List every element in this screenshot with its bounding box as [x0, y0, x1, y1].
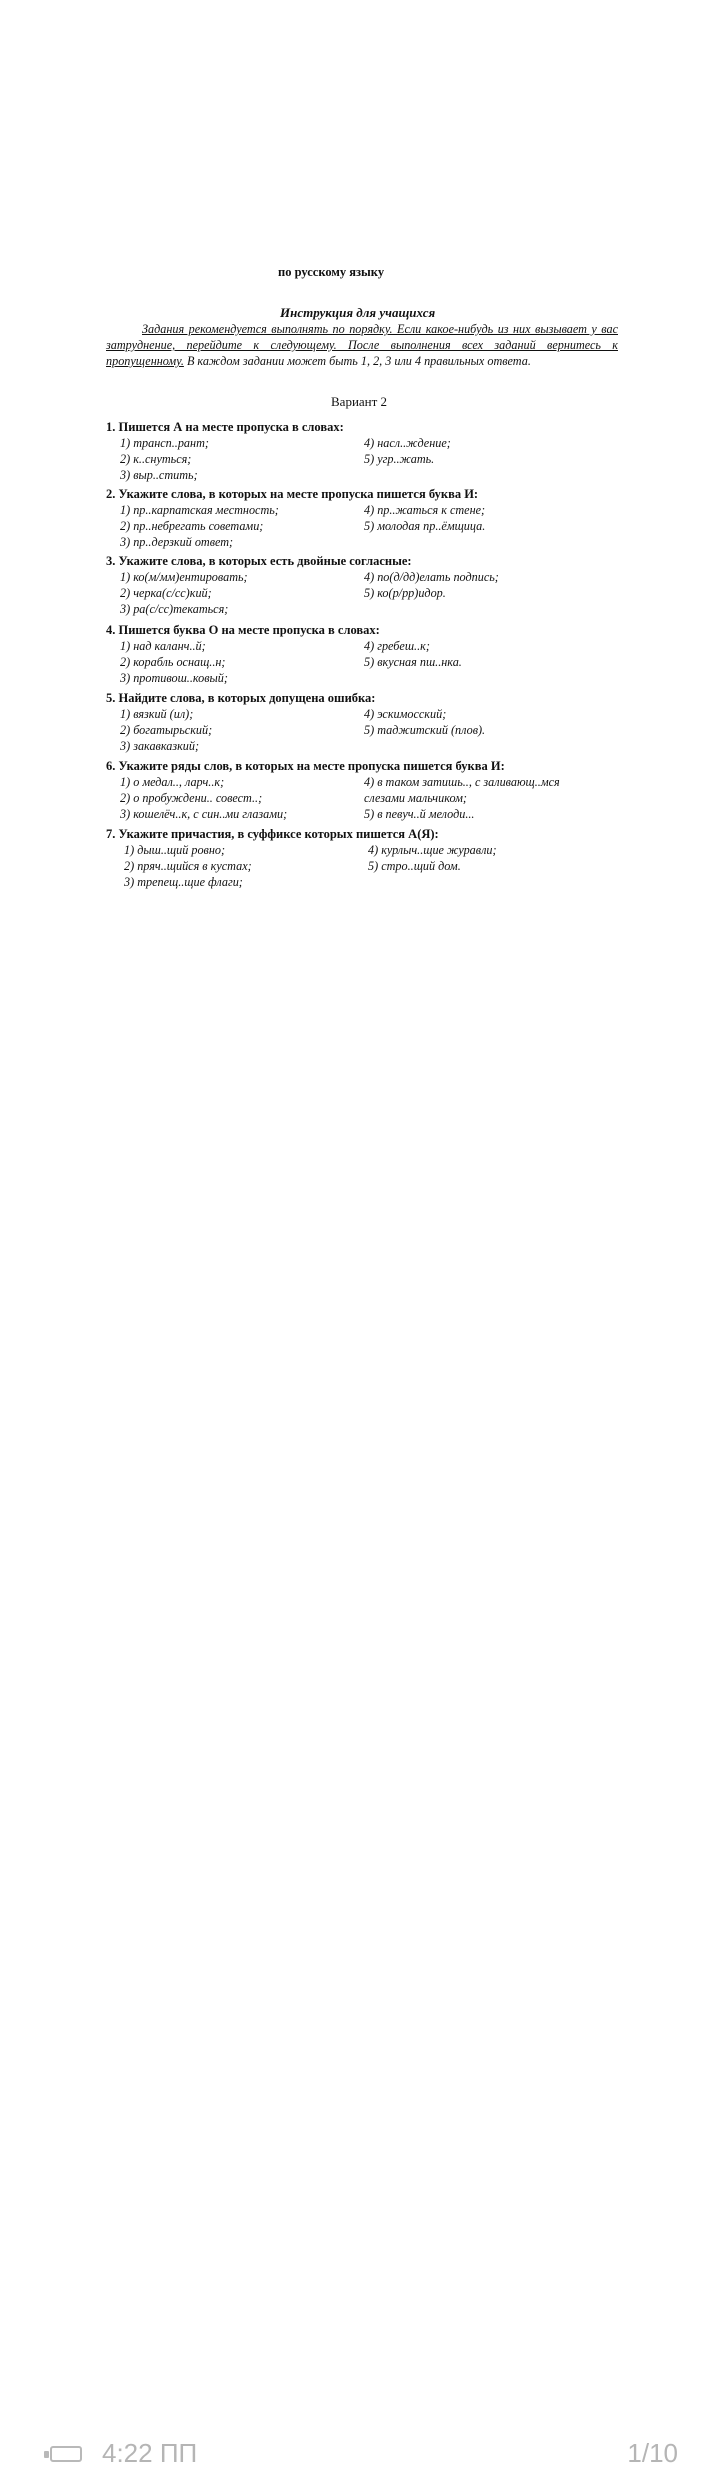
task-1: [106, 419, 626, 482]
task-option: 2) о пробуждени.. совест..;: [120, 791, 263, 805]
task-option: 4) гребеш..к;: [364, 639, 430, 653]
task-title: 4. Пишется буква О на месте пропуска в словах:: [106, 623, 380, 637]
task-option: 1) трансп..рант;: [120, 436, 209, 450]
task-option: 4) по(д/дд)елать подпись;: [364, 570, 499, 584]
task-2: [106, 486, 626, 549]
task-option: 1) ко(м/мм)ентировать;: [120, 570, 248, 584]
task-option: 4) эскимосский;: [364, 707, 447, 721]
task-option: 5) угр..жать.: [364, 452, 435, 466]
task-7: [106, 826, 626, 889]
task-option: 2) корабль оснащ..н;: [120, 655, 226, 669]
clock-time: 4:22 ПП: [102, 2438, 198, 2468]
task-option: 2) богатырьский;: [120, 723, 213, 737]
task-option: 2) пр..небрегать советами;: [120, 519, 264, 533]
task-option: 1) над каланч..й;: [120, 639, 206, 653]
task-6: [106, 758, 626, 821]
battery-icon: [44, 2446, 84, 2464]
task-option: слезами мальчиком;: [364, 791, 467, 805]
task-option: 5) таджитский (плов).: [364, 723, 486, 737]
task-option: 3) выр..стить;: [120, 468, 198, 482]
subject-heading: по русскому языку: [278, 265, 385, 279]
task-option: 5) в певуч..й мелоди...: [364, 807, 475, 821]
page-indicator: 1/10: [627, 2438, 678, 2468]
task-4: [106, 622, 626, 685]
task-3: [106, 553, 626, 616]
instructions-part1: Задания рекомендуется выполнять по порядку. Если какое-нибудь из них вызывает у вас затруднение, перейдите к следующему. После выполнения всех заданий вернитесь к пропущенному.: [106, 322, 618, 368]
task-option: 4) курлыч..щие журавли;: [368, 843, 497, 857]
task-option: 3) трепещ..щие флаги;: [124, 875, 243, 889]
task-option: 4) пр..жаться к стене;: [364, 503, 486, 517]
task-option: 1) пр..карпатская местность;: [120, 503, 279, 517]
task-option: 3) ра(с/сс)текаться;: [120, 602, 229, 616]
task-option: 3) закавказкий;: [120, 739, 200, 753]
reader-status-bar: [0, 1210, 720, 2468]
task-option: 4) в таком затишь.., с заливающ..мся: [364, 775, 560, 789]
task-option: 5) молодая пр..ёмщица.: [364, 519, 486, 533]
task-title: 5. Найдите слова, в которых допущена ошибка:: [106, 691, 376, 705]
task-option: 1) вязкий (ил);: [120, 707, 194, 721]
task-title: 1. Пишется А на месте пропуска в словах:: [106, 420, 344, 434]
task-option: 5) ко(р/рр)идор.: [364, 586, 446, 600]
task-option: 3) противош..ковый;: [120, 671, 228, 685]
task-5: [106, 690, 626, 753]
instructions-part2: В каждом задании может быть 1, 2, 3 или 4 правильных ответа.: [183, 354, 531, 368]
variant-label: Вариант 2: [331, 394, 388, 409]
task-option: 2) черка(с/сс)кий;: [120, 586, 212, 600]
task-title: 2. Укажите слова, в которых на месте пропуска пишется буква И:: [106, 487, 479, 501]
task-option: 4) насл..ждение;: [364, 436, 451, 450]
instructions-text: [106, 321, 618, 369]
task-option: 5) стро..щий дом.: [368, 859, 461, 873]
task-title: 3. Укажите слова, в которых есть двойные согласные:: [106, 554, 412, 568]
task-option: 2) к..снуться;: [120, 452, 192, 466]
task-option: 1) дыш..щий ровно;: [124, 843, 226, 857]
task-option: 1) о медал.., ларч..к;: [120, 775, 225, 789]
task-option: 2) пряч..щийся в кустах;: [124, 859, 252, 873]
task-option: 3) кошелёч..к, с син..ми глазами;: [120, 807, 288, 821]
instructions-title: Инструкция для учащихся: [280, 305, 436, 320]
task-option: 3) пр..дерзкий ответ;: [120, 535, 234, 549]
task-option: 5) вкусная пш..нка.: [364, 655, 462, 669]
document-page: [0, 0, 720, 1210]
task-title: 7. Укажите причастия, в суффиксе которых пишется А(Я):: [106, 827, 439, 841]
task-title: 6. Укажите ряды слов, в которых на месте пропуска пишется буква И:: [106, 759, 505, 773]
